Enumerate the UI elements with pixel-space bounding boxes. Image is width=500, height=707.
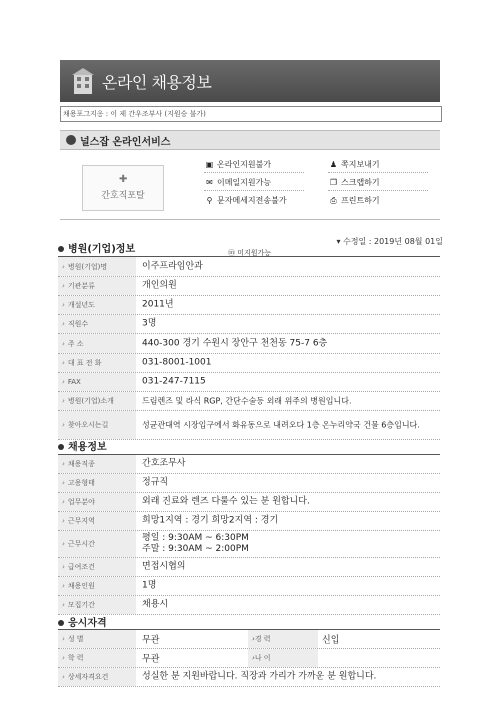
services-header <box>60 130 440 150</box>
print-icon: ⎙ <box>330 196 337 205</box>
table-row: › 고용형태 정규직 <box>58 474 440 493</box>
table-row: › FAX 031-247-7115 <box>58 373 440 392</box>
email-icon: ✉ <box>206 178 213 187</box>
email-apply-button[interactable]: ✉ 이메일지원가능 <box>204 177 271 188</box>
qualification-section-title: 응시자격 <box>58 614 107 629</box>
page-title: 온라인 채용정보 <box>102 73 212 92</box>
table-row: › 상세자격요건 성실한 분 지원바랍니다. 직장과 가리가 가까운 분 원합니다. <box>58 668 440 687</box>
modified-date: ▾ 수정일 : 2019년 08월 01일 <box>336 237 443 246</box>
badge-icon: ⓜ <box>228 249 235 257</box>
nurse-cap-icon: ✚ <box>119 174 128 185</box>
logo-text: 간호직포탈 <box>101 191 145 201</box>
table-row: › 업무분야 외래 진료와 렌즈 다룰수 있는 분 원합니다. <box>58 493 440 512</box>
services-title: 널스잡 온라인서비스 <box>80 137 171 148</box>
table-row: › 기관분류 개인의원 <box>58 277 440 296</box>
bullet-icon <box>58 444 64 450</box>
scrap-button[interactable]: ❐ 스크랩하기 <box>329 178 380 187</box>
sms-icon: ⚲ <box>206 196 213 205</box>
table-row: › 채용인원 1명 <box>58 577 440 596</box>
print-button[interactable]: ⎙ 프린트하기 <box>328 195 380 206</box>
table-row: › 병원(기업)명 이주프라임안과 <box>58 257 440 277</box>
table-row: › 근무시간 평일 : 9:30AM ~ 6:30PM 주말 : 9:30AM ~ 2:00PM <box>58 531 440 558</box>
breadcrumb: 채용포그지옹 : 이 제 간우조부사 (지원승 불가) <box>60 106 442 122</box>
online-apply-button[interactable]: ▣ 온라인지원불가 <box>205 160 272 169</box>
services-panel <box>60 149 440 220</box>
table-row: › 급여조건 면접시협의 <box>58 558 440 577</box>
page-banner <box>60 60 440 102</box>
document-icon: ▣ <box>205 160 214 169</box>
table-row: › 근무지역 희망1지역 : 경기 희망2지역 : 경기 <box>58 512 440 531</box>
recruit-section-title: 채용정보 <box>58 438 107 453</box>
table-row: › 찾아오시는길 성균관대역 시장입구에서 화유동으로 내려오다 1층 온누리약국 건물 6층입니다. <box>58 411 440 440</box>
hospital-section-title: 병원(기업)정보 <box>58 240 135 255</box>
bullet-icon <box>58 246 64 252</box>
table-row: › 직원수 3명 <box>58 315 440 334</box>
bullet-icon <box>58 620 64 626</box>
send-message-button[interactable]: ♟ 쪽지보내기 <box>329 160 380 169</box>
table-row: › 성 별 무관 ›경 력 신입 <box>58 630 440 649</box>
table-row: › 채용직종 간호조무사 <box>58 455 440 474</box>
table-row: › 병원(기업)소개 드림렌즈 및 라식 RGP, 간단수술등 외래 위주의 병원입니다. <box>58 392 440 411</box>
table-row: › 모집기간 채용시 <box>58 596 440 615</box>
table-row: › 개설년도 2011년 <box>58 296 440 315</box>
building-icon <box>72 68 94 94</box>
scrap-icon: ❐ <box>329 178 338 187</box>
sms-button[interactable]: ⚲ 문자메세지전송불가 <box>204 195 287 206</box>
bullet-icon <box>66 135 76 145</box>
table-row: › 학 력 무관 ›나 이 <box>58 649 440 668</box>
logo <box>82 165 164 211</box>
no-apply-note: ⓜ 미지원가능 <box>228 249 272 257</box>
table-row: › 대 표 전 화 031-8001-1001 <box>58 354 440 373</box>
user-icon: ♟ <box>329 160 338 169</box>
table-row: › 주 소 440-300 경기 수원시 장안구 천천동 75-7 6층 <box>58 334 440 354</box>
